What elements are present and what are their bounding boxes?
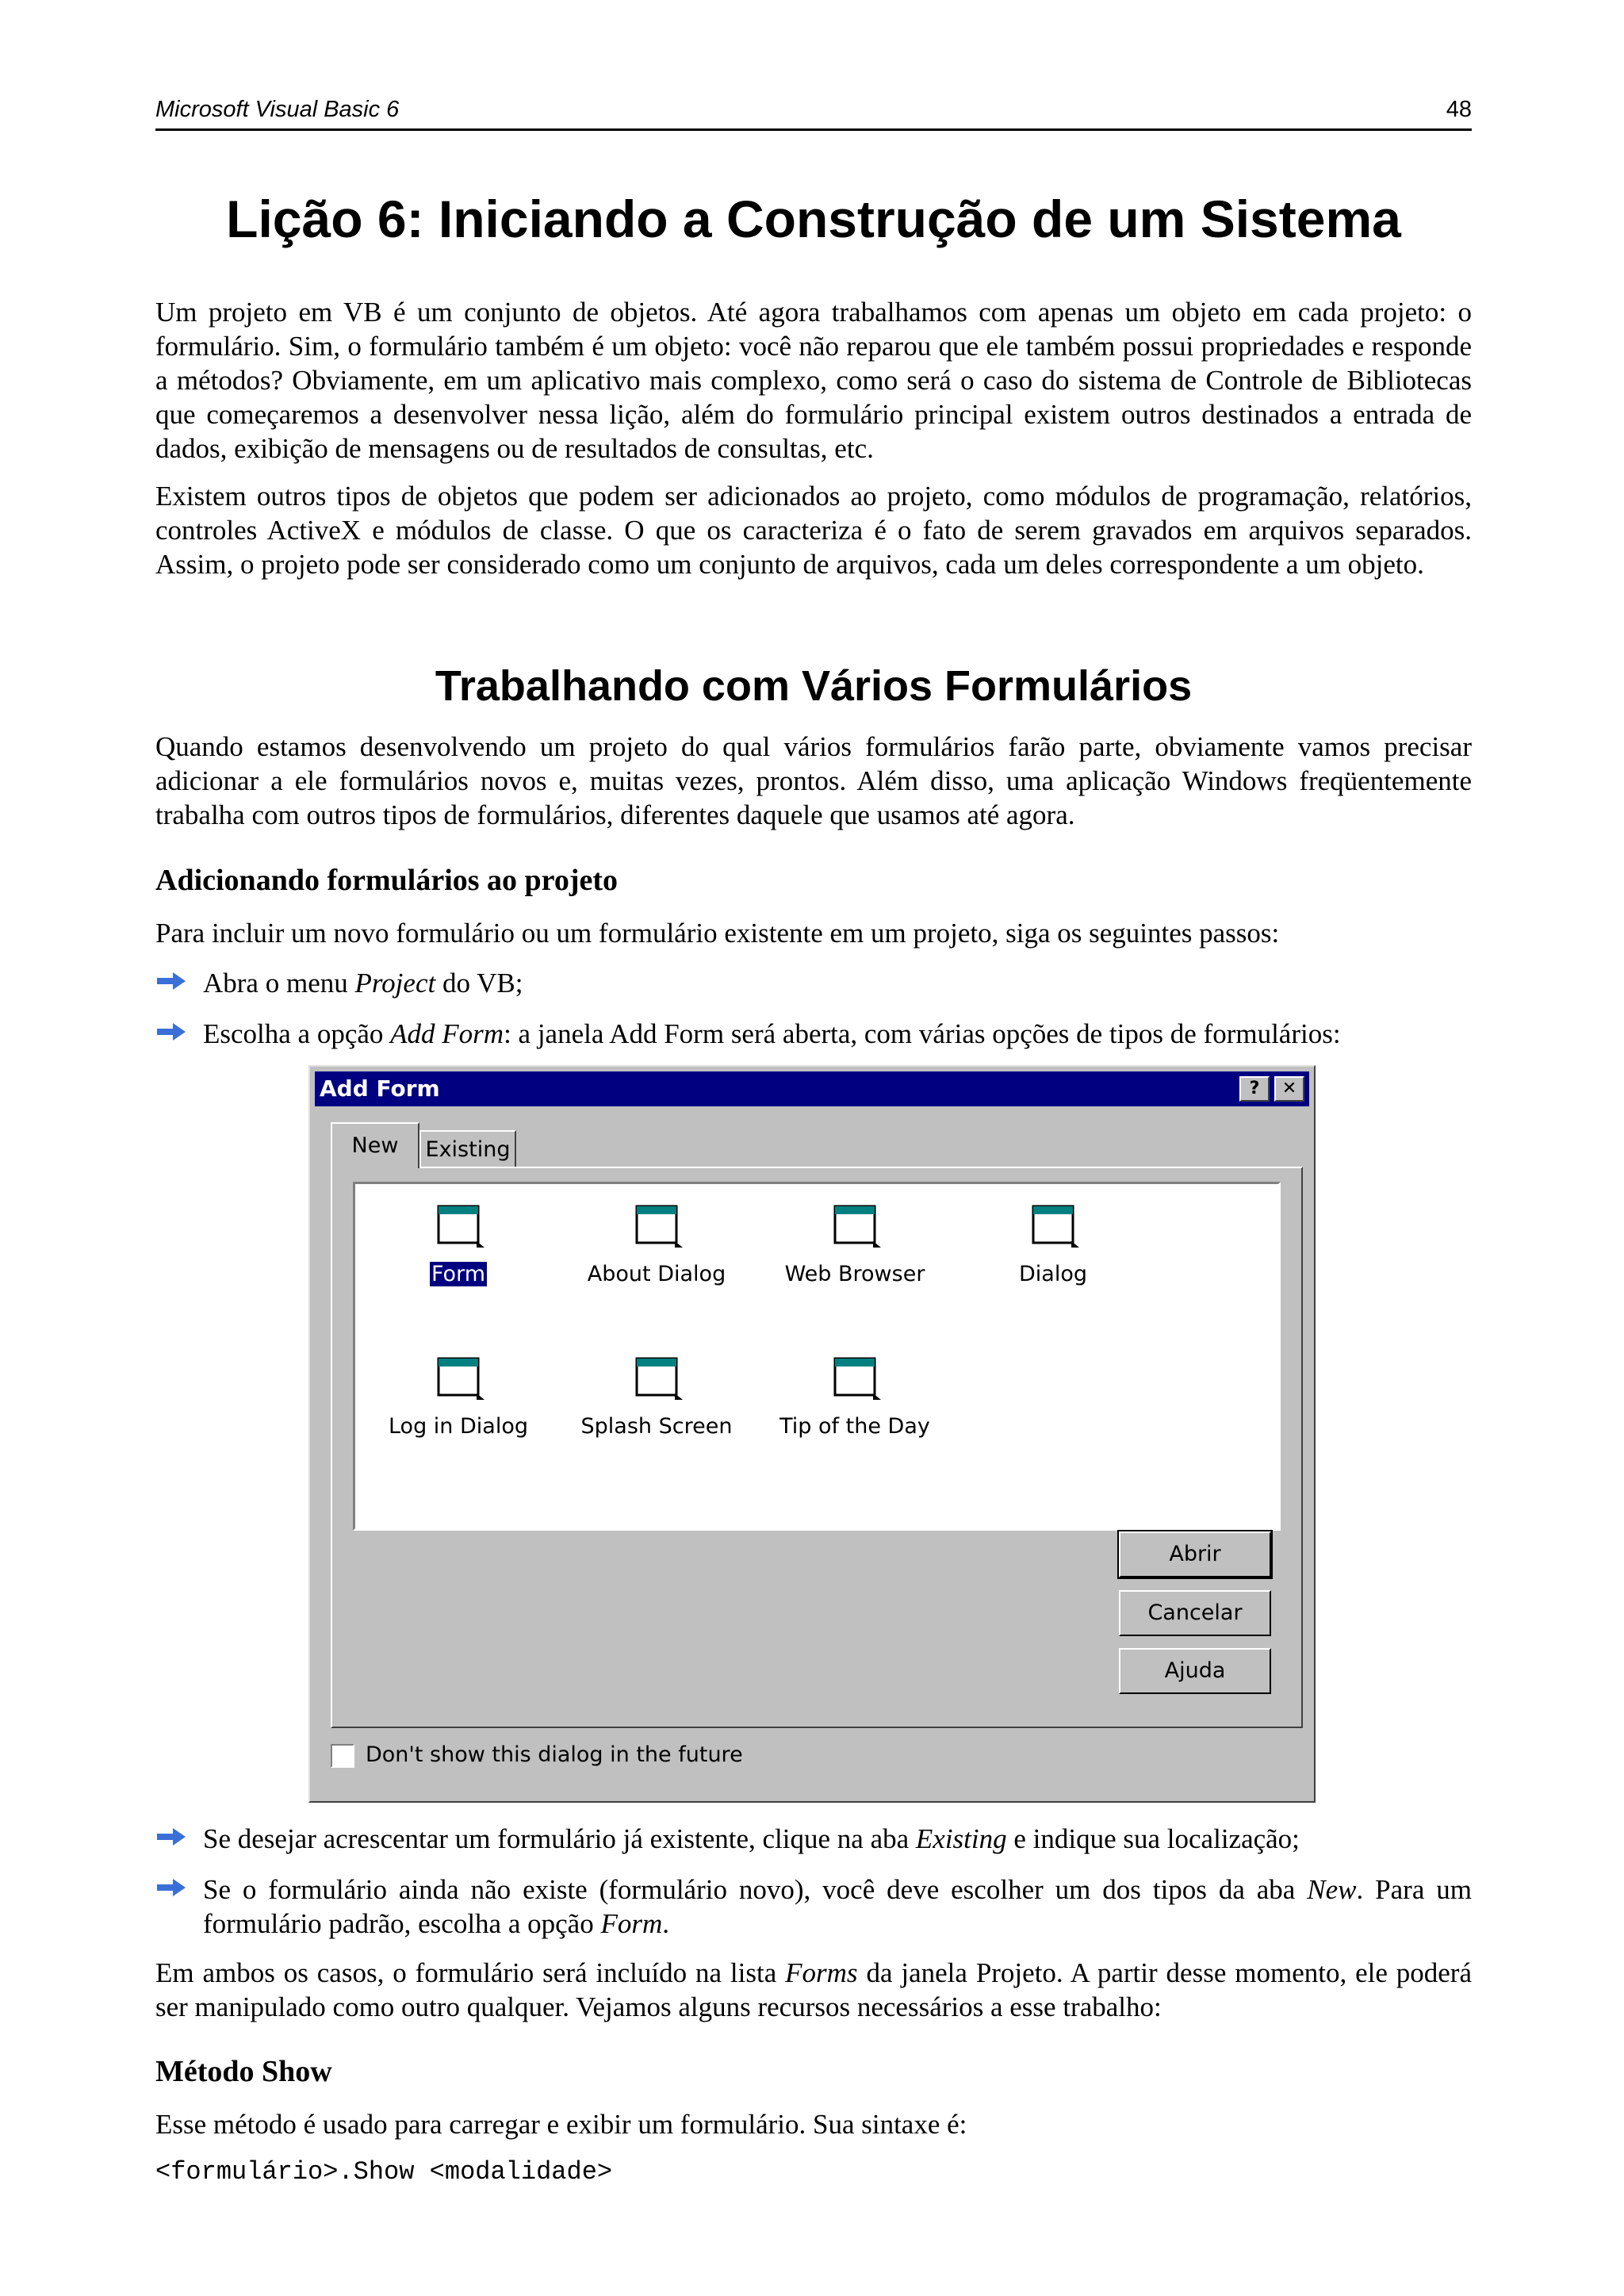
form-icon — [629, 1202, 684, 1251]
form-icon — [1025, 1202, 1081, 1251]
list-item-web-browser[interactable]: Web Browser — [768, 1202, 942, 1286]
chapter-title: Lição 6: Iniciando a Construção de um Sistema — [226, 190, 1401, 248]
subsection-title-2: Método Show — [155, 2055, 332, 2088]
form-icon — [827, 1354, 883, 1403]
open-button[interactable]: Abrir — [1119, 1531, 1271, 1577]
cancel-button[interactable]: Cancelar — [1119, 1590, 1271, 1636]
list-item-splash-screen[interactable]: Splash Screen — [569, 1354, 744, 1439]
form-icon — [431, 1354, 486, 1403]
form-icon — [431, 1202, 486, 1251]
arrow-bullet-icon — [155, 1877, 187, 1898]
help-button[interactable]: ? — [1239, 1076, 1270, 1102]
paragraph-4: Para incluir um novo formulário ou um formulário existente em um projeto, siga os seguintes passos: — [155, 918, 1280, 949]
form-type-list — [353, 1182, 1281, 1531]
paragraph-6: Esse método é usado para carregar e exibir um formulário. Sua sintaxe é: — [155, 2109, 967, 2140]
list-item-tip-of-the-day[interactable]: Tip of the Day — [768, 1354, 942, 1439]
close-button[interactable]: ✕ — [1274, 1076, 1304, 1102]
tab-existing[interactable]: Existing — [419, 1130, 516, 1167]
arrow-bullet-icon — [155, 1826, 187, 1847]
form-icon — [827, 1202, 883, 1251]
tab-new[interactable]: New — [331, 1122, 419, 1168]
page-header — [155, 94, 1472, 131]
header-title: Microsoft Visual Basic 6 — [155, 97, 400, 122]
list-item-form[interactable]: Form — [371, 1202, 546, 1286]
arrow-bullet-icon — [155, 1022, 187, 1042]
dont-show-checkbox[interactable] — [331, 1742, 743, 1768]
paragraph-2: Existem outros tipos de objetos que podem ser adicionados ao projeto, como módulos de programação, relatórios, controles ActiveX e módulos de classe. O que os caracteriza é o fato de serem gravados em arquivos separados. Assim, o projeto pode ser considerado como um conjunto de arquivos, cada um deles correspondente a um objeto. — [155, 481, 1472, 580]
checkbox-box[interactable] — [331, 1744, 354, 1768]
paragraph-3: Quando estamos desenvolvendo um projeto do qual vários formulários farão parte, obviamente vamos precisar adicionar a ele formulários novos e, muitas vezes, prontos. Além disso, uma aplicação Windows freqüentemente trabalha com outros tipos de formulários, diferentes daquele que usamos até agora. — [155, 731, 1472, 830]
help-dialog-button[interactable]: Ajuda — [1119, 1648, 1271, 1694]
list-item-dialog[interactable]: Dialog — [966, 1202, 1140, 1286]
subsection-title-1: Adicionando formulários ao projeto — [155, 864, 619, 897]
page-number: 48 — [1446, 97, 1472, 122]
arrow-bullet-icon — [155, 971, 187, 991]
dialog-title-bar — [315, 1071, 1309, 1106]
section-title: Trabalhando com Vários Formulários — [435, 662, 1193, 710]
paragraph-5: Em ambos os casos, o formulário será incluído na lista Forms da janela Projeto. A partir desse momento, ele poderá ser manipulado como outro qualquer. Vejamos alguns recursos necessários a esse trabalho: — [155, 1957, 1472, 2022]
code-syntax: <formulário>.Show <modalidade> — [155, 2157, 613, 2187]
checkbox-label: Don't show this dialog in the future — [366, 1742, 743, 1767]
dialog-title: Add Form — [320, 1075, 440, 1102]
form-icon — [629, 1354, 684, 1403]
paragraph-1: Um projeto em VB é um conjunto de objetos. Até agora trabalhamos com apenas um objeto em cada projeto: o formulário. Sim, o formulário também é um objeto: você não reparou que ele também possui propriedades e responde a métodos? Obviamente, em um aplicativo mais complexo, como será o caso do sistema de Controle de Bibliotecas que começaremos a desenvolver nessa lição, além do formulário principal existem outros destinados a entrada de dados, exibição de mensagens ou de resultados de consultas, etc. — [155, 297, 1472, 464]
list-item-about-dialog[interactable]: About Dialog — [569, 1202, 744, 1286]
list-item-log-in-dialog[interactable]: Log in Dialog — [371, 1354, 546, 1439]
add-form-dialog — [308, 1065, 1316, 1803]
